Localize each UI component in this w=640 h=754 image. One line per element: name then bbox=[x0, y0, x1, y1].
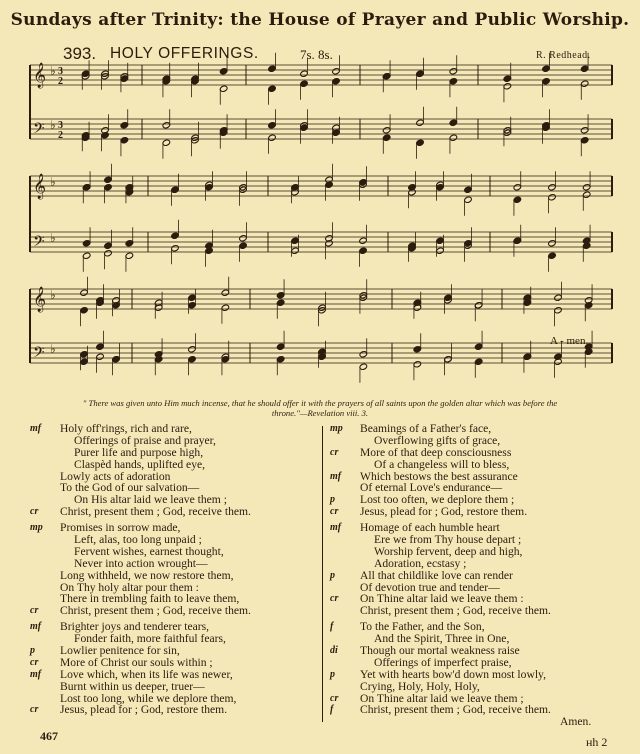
note-head bbox=[82, 240, 91, 247]
note-head bbox=[291, 237, 300, 244]
note-head bbox=[416, 119, 425, 126]
note-head bbox=[188, 302, 197, 309]
verse-text: Of eternal Love's endurance— bbox=[360, 481, 503, 495]
verse-text: Adoration, ecstasy ; bbox=[374, 556, 467, 570]
verse-text: Holy off'rings, rich and rare, bbox=[60, 422, 192, 435]
note-head bbox=[104, 184, 113, 191]
note-head bbox=[96, 353, 105, 360]
dynamic-marking: cr bbox=[330, 446, 339, 458]
verse-line bbox=[30, 669, 330, 681]
time-signature: 2 bbox=[58, 76, 63, 87]
note-head bbox=[542, 65, 551, 72]
verse-line bbox=[30, 447, 330, 459]
note-head bbox=[413, 361, 422, 368]
verse-text: Christ, present them ; God, receive them. bbox=[360, 604, 551, 618]
dynamic-marking: f bbox=[330, 704, 334, 716]
note-head bbox=[188, 294, 197, 301]
verse-text: Homage of each humble heart bbox=[360, 521, 500, 535]
key-flat-icon: ♭ bbox=[50, 175, 56, 189]
note-head bbox=[436, 247, 445, 254]
note-head bbox=[332, 68, 341, 75]
note-head bbox=[80, 351, 89, 358]
note-head bbox=[582, 191, 591, 198]
verse-line bbox=[30, 546, 330, 558]
verse-text: On Thine altar laid we leave them ; bbox=[360, 691, 524, 705]
note-head bbox=[554, 307, 563, 314]
verse-text: Claspèd hands, uplifted eye, bbox=[74, 457, 206, 471]
note-head bbox=[359, 351, 368, 358]
dynamic-marking: mf bbox=[30, 668, 42, 680]
verse-line bbox=[330, 447, 630, 459]
column-divider bbox=[322, 426, 323, 722]
amen-text: Amen. bbox=[560, 715, 592, 729]
note-head bbox=[291, 247, 300, 254]
note-head bbox=[382, 127, 391, 134]
note-head bbox=[464, 186, 473, 193]
verse-line bbox=[30, 435, 330, 447]
note-head bbox=[221, 304, 230, 311]
key-flat-icon: ♭ bbox=[50, 231, 56, 245]
note-head bbox=[359, 247, 368, 254]
verse-text: Ere we from Thy house depart ; bbox=[374, 533, 522, 547]
verse-text: To the God of our salvation— bbox=[60, 481, 200, 495]
verse-text: Long withheld, we now restore them, bbox=[60, 568, 234, 582]
verses-right-column bbox=[330, 423, 630, 728]
note-head bbox=[449, 68, 458, 75]
verse-text: Of a changeless will to bless, bbox=[374, 457, 510, 471]
note-head bbox=[219, 85, 228, 92]
verse-text: Purer life and purpose high, bbox=[74, 445, 204, 459]
dynamic-marking: f bbox=[330, 621, 334, 633]
note-head bbox=[276, 356, 285, 363]
verse-text: Crying, Holy, Holy, Holy, bbox=[360, 679, 480, 693]
note-head bbox=[268, 65, 277, 72]
note-head bbox=[120, 137, 129, 144]
stanza bbox=[30, 423, 330, 518]
key-flat-icon: ♭ bbox=[50, 64, 56, 78]
verse-text: Offerings of praise and prayer, bbox=[74, 433, 216, 447]
note-head bbox=[268, 85, 277, 92]
verse-line bbox=[30, 681, 330, 693]
note-head bbox=[104, 176, 113, 183]
note-head bbox=[580, 65, 589, 72]
key-flat-icon: ♭ bbox=[50, 288, 56, 302]
note-head bbox=[112, 356, 121, 363]
verse-text: Love which, when its life was newer, bbox=[60, 667, 233, 681]
verse-text: Jesus, plead for ; God, restore them. bbox=[360, 505, 528, 519]
note-head bbox=[436, 237, 445, 244]
stanza bbox=[330, 522, 630, 617]
verse-text: Yet with hearts bow'd down most lowly, bbox=[360, 667, 546, 681]
dynamic-marking: mf bbox=[330, 470, 342, 482]
note-head bbox=[276, 299, 285, 306]
note-head bbox=[449, 134, 458, 141]
stanza bbox=[30, 522, 330, 617]
verse-text: Lowly acts of adoration bbox=[60, 469, 171, 483]
note-head bbox=[171, 186, 180, 193]
dynamic-marking: mf bbox=[30, 621, 42, 633]
note-head bbox=[382, 134, 391, 141]
verse-text: On Thy holy altar pour them : bbox=[60, 580, 199, 594]
verse-line bbox=[30, 558, 330, 570]
note-head bbox=[464, 196, 473, 203]
time-signature: 3 bbox=[58, 120, 63, 131]
note-head bbox=[120, 122, 129, 129]
note-head bbox=[104, 250, 113, 257]
note-head bbox=[503, 83, 512, 90]
note-head bbox=[80, 307, 89, 314]
note-head bbox=[80, 358, 89, 365]
note-head bbox=[171, 245, 180, 252]
verse-text: Lost too long, while we deplore them, bbox=[60, 691, 237, 705]
note-head bbox=[171, 232, 180, 239]
verse-text: To the Father, and the Son, bbox=[360, 620, 485, 634]
note-head bbox=[359, 363, 368, 370]
note-head bbox=[162, 122, 171, 129]
dynamic-marking: p bbox=[330, 668, 335, 680]
verse-text: And the Spirit, Three in One, bbox=[374, 632, 510, 646]
note-head bbox=[219, 68, 228, 75]
verse-text: All that childlike love can render bbox=[360, 568, 513, 582]
note-head bbox=[82, 252, 91, 259]
stanza bbox=[330, 621, 630, 716]
dynamic-marking: cr bbox=[30, 506, 39, 518]
verse-line bbox=[30, 506, 330, 518]
dynamic-marking: cr bbox=[330, 692, 339, 704]
treble-clef-icon: 𝄞 bbox=[33, 174, 47, 199]
dynamic-marking: p bbox=[30, 645, 35, 657]
note-head bbox=[513, 196, 522, 203]
note-head bbox=[80, 289, 89, 296]
verse-text: Though our mortal weakness raise bbox=[360, 644, 520, 658]
note-head bbox=[300, 70, 309, 77]
note-head bbox=[503, 75, 512, 82]
verse-text: More of that deep consciousness bbox=[360, 445, 512, 459]
verse-line bbox=[30, 459, 330, 471]
note-head bbox=[548, 184, 557, 191]
dynamic-marking: mf bbox=[330, 522, 342, 534]
note-head bbox=[582, 184, 591, 191]
verse-text: Worship fervent, deep and high, bbox=[374, 544, 523, 558]
dynamic-marking: di bbox=[330, 645, 338, 657]
note-head bbox=[449, 78, 458, 85]
treble-clef-icon: 𝄞 bbox=[33, 287, 47, 312]
verse-text: More of Christ our souls within ; bbox=[60, 655, 213, 669]
verse-text: Lowlier penitence for sin, bbox=[60, 644, 180, 658]
note-head bbox=[276, 292, 285, 299]
verse-text: Offerings of imperfect praise, bbox=[374, 655, 512, 669]
note-head bbox=[416, 139, 425, 146]
verse-text: Burnt within us deeper, truer— bbox=[60, 679, 205, 693]
note-head bbox=[82, 184, 91, 191]
key-flat-icon: ♭ bbox=[50, 118, 56, 132]
verse-text: Christ, present them ; God, receive them. bbox=[60, 505, 251, 519]
note-head bbox=[413, 346, 422, 353]
dynamic-marking: cr bbox=[30, 704, 39, 716]
time-signature: 2 bbox=[58, 130, 63, 141]
bass-clef-icon: 𝄢 bbox=[33, 233, 45, 254]
note-head bbox=[162, 139, 171, 146]
treble-clef-icon: 𝄞 bbox=[33, 63, 47, 88]
note-head bbox=[239, 235, 248, 242]
dynamic-marking: mp bbox=[330, 423, 343, 434]
note-head bbox=[580, 127, 589, 134]
note-head bbox=[125, 252, 134, 259]
verses-left-column bbox=[30, 423, 330, 716]
note-head bbox=[474, 302, 483, 309]
verse-line bbox=[330, 506, 630, 518]
scripture-quote: " There was given unto Him much incense, that he should offer it with the prayers of all saints upon the golden altar which was before the throne."—Revelation viii. 3. bbox=[82, 398, 558, 418]
note-head bbox=[554, 294, 563, 301]
key-flat-icon: ♭ bbox=[50, 342, 56, 356]
hymn-title: HOLY OFFERINGS. bbox=[110, 45, 259, 62]
verse-line bbox=[330, 605, 630, 617]
note-head bbox=[548, 240, 557, 247]
verse-line bbox=[330, 546, 630, 558]
verse-text: Promises in sorrow made, bbox=[60, 521, 181, 535]
note-head bbox=[542, 78, 551, 85]
amen-line bbox=[330, 716, 630, 728]
dynamic-marking: p bbox=[330, 569, 335, 581]
verse-text: Which bestows the best assurance bbox=[360, 469, 518, 483]
note-head bbox=[300, 80, 309, 87]
note-head bbox=[125, 240, 134, 247]
note-head bbox=[580, 80, 589, 87]
page-number: 467 bbox=[40, 729, 58, 743]
verse-text: Fonder faith, more faithful fears, bbox=[74, 632, 226, 646]
verse-line bbox=[30, 570, 330, 582]
verse-text: Never into action wrought— bbox=[74, 556, 208, 570]
verse-line bbox=[330, 681, 630, 693]
bass-clef-icon: 𝄢 bbox=[33, 120, 45, 141]
verse-text: There in trembling faith to leave them, bbox=[60, 592, 240, 606]
stanza bbox=[330, 423, 630, 518]
note-head bbox=[268, 134, 277, 141]
verse-text: Christ, present them ; God, receive them. bbox=[60, 604, 251, 618]
note-head bbox=[239, 242, 248, 249]
verse-text: Overflowing gifts of grace, bbox=[374, 433, 501, 447]
note-head bbox=[268, 122, 277, 129]
note-head bbox=[513, 184, 522, 191]
verse-text: Christ, present them ; God, receive them. bbox=[360, 703, 551, 717]
dynamic-marking: cr bbox=[30, 605, 39, 617]
hymn-composer: R. Redhead. bbox=[536, 50, 591, 61]
signature-mark: нh 2 bbox=[586, 735, 608, 749]
note-head bbox=[474, 358, 483, 365]
verse-text: Left, alas, too long unpaid ; bbox=[74, 533, 202, 547]
verse-text: Lost too often, we deplore them ; bbox=[360, 493, 515, 507]
verse-line bbox=[330, 459, 630, 471]
dynamic-marking: cr bbox=[30, 656, 39, 668]
note-head bbox=[332, 78, 341, 85]
time-signature: 3 bbox=[58, 66, 63, 77]
hymn-meter: 7s. 8s. bbox=[300, 47, 333, 62]
note-head bbox=[474, 343, 483, 350]
verse-line bbox=[330, 435, 630, 447]
note-head bbox=[188, 356, 197, 363]
bass-clef-icon: 𝄢 bbox=[33, 344, 45, 365]
dynamic-marking: mf bbox=[30, 423, 42, 434]
dynamic-marking: cr bbox=[330, 506, 339, 518]
verse-line bbox=[330, 558, 630, 570]
note-head bbox=[104, 242, 113, 249]
verse-text: Jesus, plead for ; God, restore them. bbox=[60, 703, 228, 717]
verse-line bbox=[30, 605, 330, 617]
verse-text: Brighter joys and tenderer tears, bbox=[60, 620, 210, 634]
verse-text: On His altar laid we leave them ; bbox=[74, 493, 227, 507]
verse-text: Of devotion true and tender— bbox=[360, 580, 500, 594]
verse-text: Beamings of a Father's face, bbox=[360, 422, 492, 435]
note-head bbox=[449, 119, 458, 126]
page-header: Sundays after Trinity: the House of Prayer and Public Worship. bbox=[10, 10, 630, 30]
dynamic-marking: cr bbox=[330, 593, 339, 605]
amen-lyric: A - men. bbox=[550, 335, 589, 347]
hymn-number: 393. bbox=[63, 44, 97, 63]
note-head bbox=[359, 237, 368, 244]
note-head bbox=[580, 137, 589, 144]
note-head bbox=[188, 346, 197, 353]
note-head bbox=[548, 194, 557, 201]
verse-text: Fervent wishes, earnest thought, bbox=[74, 544, 224, 558]
verse-text: On Thine altar laid we leave them : bbox=[360, 592, 524, 606]
note-head bbox=[548, 252, 557, 259]
verse-line bbox=[330, 570, 630, 582]
verse-line bbox=[330, 669, 630, 681]
note-head bbox=[221, 289, 230, 296]
dynamic-marking: p bbox=[330, 494, 335, 506]
note-head bbox=[276, 343, 285, 350]
dynamic-marking: mp bbox=[30, 522, 43, 534]
note-head bbox=[444, 356, 453, 363]
note-head bbox=[96, 343, 105, 350]
verse-line bbox=[30, 704, 330, 716]
stanza bbox=[30, 621, 330, 716]
